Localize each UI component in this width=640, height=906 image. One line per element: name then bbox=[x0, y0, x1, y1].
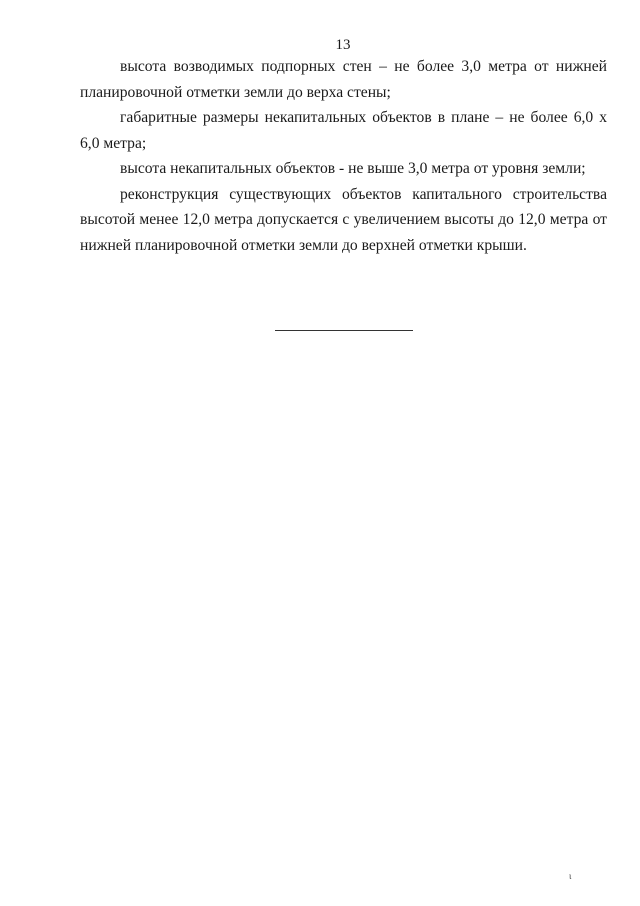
corner-mark: ι bbox=[569, 871, 572, 881]
page-number: 13 bbox=[335, 37, 351, 53]
separator-line bbox=[275, 330, 413, 331]
paragraph-height-limit: высота некапитальных объектов - не выше 3,0 метра от уровня земли; bbox=[120, 160, 586, 177]
paragraph-reconstruction: реконструкция существующих объектов капитального строительства высотой менее 12,0 метра допускается с увеличением высоты до 12,0 метра от нижней планировочной отметки земли до верхней отметки крыши. bbox=[80, 185, 607, 254]
paragraph-dimensions: габаритные размеры некапитальных объектов в плане – не более 6,0 х 6,0 метра; bbox=[80, 109, 607, 152]
document-body bbox=[80, 54, 607, 258]
paragraph-retaining-walls: высота возводимых подпорных стен – не более 3,0 метра от нижней планировочной отметки земли до верха стены; bbox=[80, 58, 607, 101]
